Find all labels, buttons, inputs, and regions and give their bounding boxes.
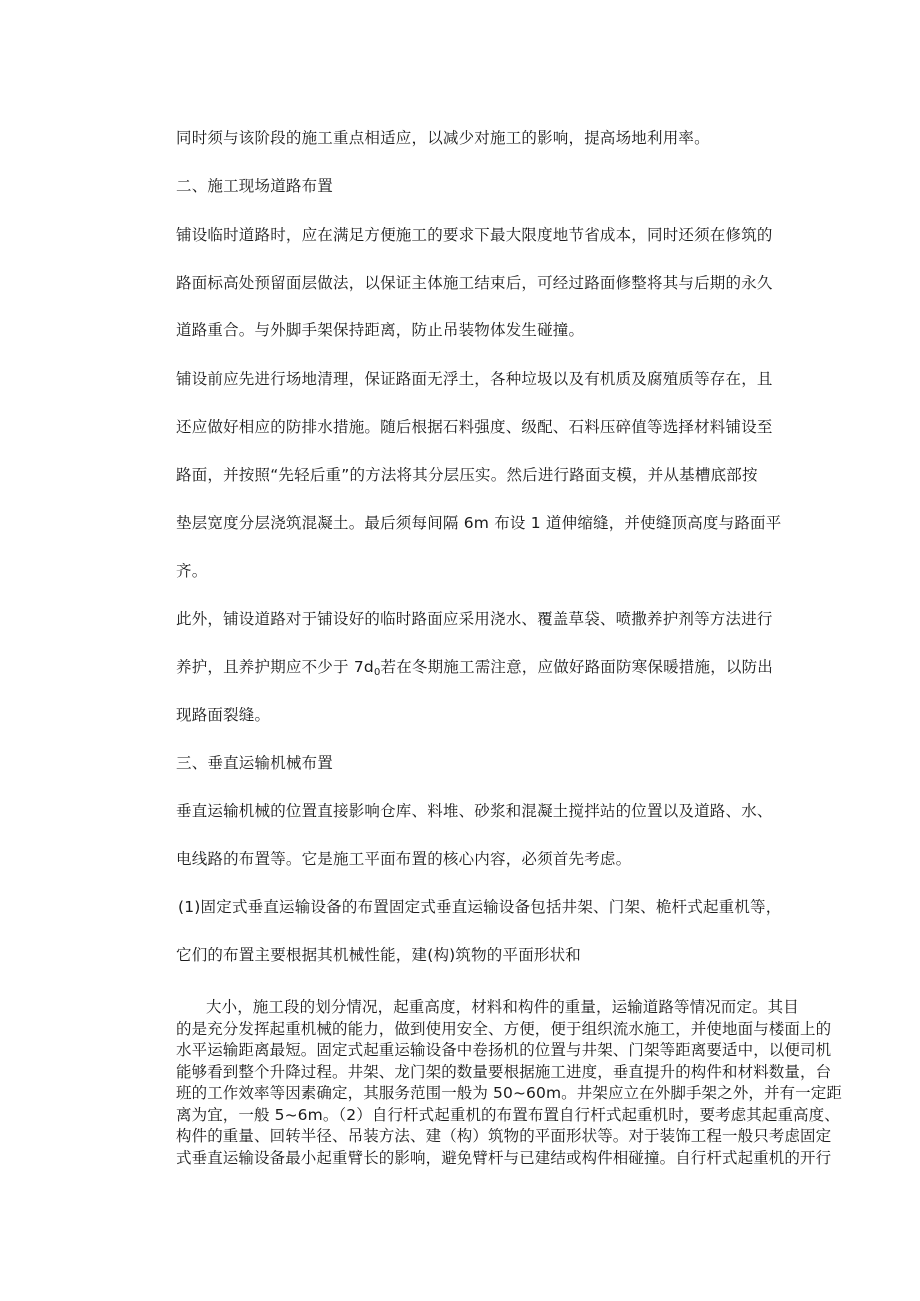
paragraph-line: 电线路的布置等。它是施工平面布置的核心内容，必须首先考虑。 <box>176 850 632 868</box>
dense-line: 式垂直运输设备最小起重臂长的影响，避免臂杆与已建结或构件相碰撞。自行杆式起重机的开行 <box>176 1148 832 1167</box>
paragraph-line: (1)固定式垂直运输设备的布置固定式垂直运输设备包括井架、门架、桅杆式起重机等， <box>178 898 782 916</box>
text-segment: 养护，且养护期应不少于 7d <box>176 658 374 676</box>
paragraph-line: 同时须与该阶段的施工重点相适应，以减少对施工的影响，提高场地利用率。 <box>176 129 710 147</box>
paragraph-line: 垂直运输机械的位置直接影响仓库、料堆、砂浆和混凝土搅拌站的位置以及道路、水、 <box>176 802 773 820</box>
dense-line: 的是充分发挥起重机械的能力，做到使用安全、方便，便于组织流水施工，并使地面与楼面上的 <box>176 1019 832 1038</box>
dense-line: 水平运输距离最短。固定式起重运输设备中卷扬机的位置与井架、门架等距离要适中，以便司机 <box>176 1041 832 1059</box>
dense-paragraph <box>176 997 842 1169</box>
subscript: 0 <box>373 667 381 678</box>
paragraph-line: 还应做好相应的防排水措施。随后根据石料强度、级配、石料压碎值等选择材料铺设至 <box>176 418 773 436</box>
paragraph-line-with-subscript <box>176 657 773 677</box>
paragraph-line: 齐。 <box>176 562 208 580</box>
paragraph-line: 此外，铺设道路对于铺设好的临时路面应采用浇水、覆盖草袋、喷撒养护剂等方法进行 <box>176 610 773 628</box>
paragraph-line: 路面标高处预留面层做法，以保证主体施工结束后，可经过路面修整将其与后期的永久 <box>176 274 773 292</box>
dense-line: 离为宜，一般 5~6m。（2）自行杆式起重机的布置布置自行杆式起重机时，要考虑其起重高度、 <box>176 1105 840 1124</box>
section-heading-vertical-transport: 三、垂直运输机械布置 <box>176 754 334 772</box>
paragraph-line: 垫层宽度分层浇筑混凝土。最后须每间隔 6m 布设 1 道伸缩缝，并使缝顶高度与路面平 <box>176 514 782 532</box>
dense-line: 大小，施工段的划分情况，起重高度，材料和构件的重量，运输道路等情况而定。其目 <box>206 998 799 1016</box>
paragraph-line: 铺设前应先进行场地清理，保证路面无浮土，各种垃圾以及有机质及腐殖质等存在，且 <box>176 370 773 388</box>
paragraph-line: 道路重合。与外脚手架保持距离，防止吊装物体发生碰撞。 <box>176 321 585 339</box>
paragraph-line: 现路面裂缝。 <box>176 706 271 724</box>
section-heading-roads: 二、施工现场道路布置 <box>176 177 334 195</box>
paragraph-line: 铺设临时道路时，应在满足方便施工的要求下最大限度地节省成本，同时还须在修筑的 <box>176 226 773 244</box>
dense-line: 构件的重量、回转半径、吊装方法、建（构）筑物的平面形状等。对于装饰工程一般只考虑固定 <box>176 1127 832 1145</box>
paragraph-line: 路面，并按照“先轻后重”的方法将其分层压实。然后进行路面支模，并从基槽底部按 <box>176 466 758 484</box>
text-segment: 若在冬期施工需注意，应做好路面防寒保暖措施，以防出 <box>380 658 774 676</box>
dense-line: 班的工作效率等因素确定，其服务范围一般为 50~60m。井架应立在外脚手架之外，并有一定距 <box>176 1084 842 1102</box>
paragraph-line: 它们的布置主要根据其机械性能，建(构)筑物的平面形状和 <box>176 946 581 964</box>
dense-line: 能够看到整个升降过程。井架、龙门架的数量要根据施工进度，垂直提升的构件和材料数量，台 <box>176 1062 832 1081</box>
